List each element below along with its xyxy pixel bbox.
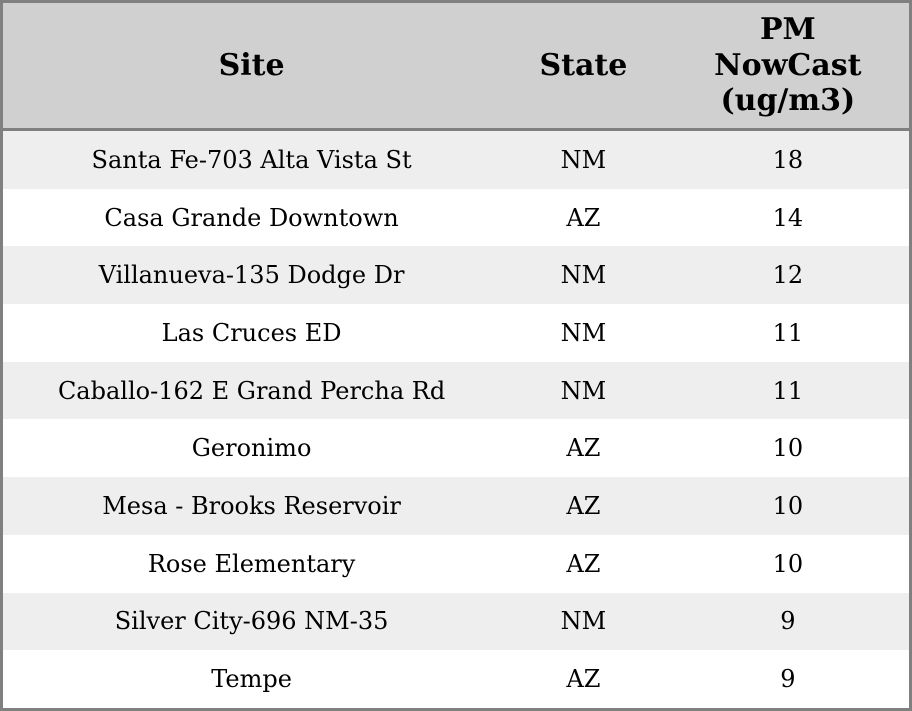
pm-nowcast-value-cell: 18 xyxy=(667,130,911,189)
column-header-pm-nowcast-label: PM NowCast (ug/m3) xyxy=(714,12,862,119)
state-cell: AZ xyxy=(500,189,667,247)
table-row xyxy=(2,535,911,593)
state-cell: NM xyxy=(500,246,667,304)
site-cell: Caballo-162 E Grand Percha Rd xyxy=(2,362,501,420)
table-row xyxy=(2,477,911,535)
header-row xyxy=(2,2,911,130)
pm-nowcast-value-cell: 10 xyxy=(667,477,911,535)
table-row xyxy=(2,419,911,477)
site-cell: Silver City-696 NM-35 xyxy=(2,593,501,651)
state-cell: AZ xyxy=(500,535,667,593)
column-header-state: State xyxy=(500,2,667,130)
state-cell: NM xyxy=(500,130,667,189)
state-cell: AZ xyxy=(500,650,667,709)
state-cell: AZ xyxy=(500,477,667,535)
site-cell: Santa Fe-703 Alta Vista St xyxy=(2,130,501,189)
site-cell: Las Cruces ED xyxy=(2,304,501,362)
pm-nowcast-value-cell: 9 xyxy=(667,593,911,651)
pm-nowcast-value-cell: 10 xyxy=(667,535,911,593)
site-cell: Tempe xyxy=(2,650,501,709)
table-row xyxy=(2,362,911,420)
pm-nowcast-value-cell: 11 xyxy=(667,304,911,362)
site-cell: Casa Grande Downtown xyxy=(2,189,501,247)
pm-nowcast-value-cell: 10 xyxy=(667,419,911,477)
table-body xyxy=(2,130,911,710)
pm-nowcast-value-cell: 12 xyxy=(667,246,911,304)
table-row xyxy=(2,246,911,304)
site-cell: Villanueva-135 Dodge Dr xyxy=(2,246,501,304)
pm-nowcast-value-cell: 14 xyxy=(667,189,911,247)
table-row xyxy=(2,650,911,709)
table-row xyxy=(2,304,911,362)
site-cell: Rose Elementary xyxy=(2,535,501,593)
pm-nowcast-value-cell: 9 xyxy=(667,650,911,709)
table-row xyxy=(2,189,911,247)
table-header xyxy=(2,2,911,130)
state-cell: NM xyxy=(500,304,667,362)
state-cell: NM xyxy=(500,362,667,420)
table-row xyxy=(2,130,911,189)
site-cell: Mesa - Brooks Reservoir xyxy=(2,477,501,535)
site-cell: Geronimo xyxy=(2,419,501,477)
table-row xyxy=(2,593,911,651)
state-cell: NM xyxy=(500,593,667,651)
column-header-pm-nowcast xyxy=(667,2,911,130)
state-cell: AZ xyxy=(500,419,667,477)
column-header-site: Site xyxy=(2,2,501,130)
pm-nowcast-value-cell: 11 xyxy=(667,362,911,420)
